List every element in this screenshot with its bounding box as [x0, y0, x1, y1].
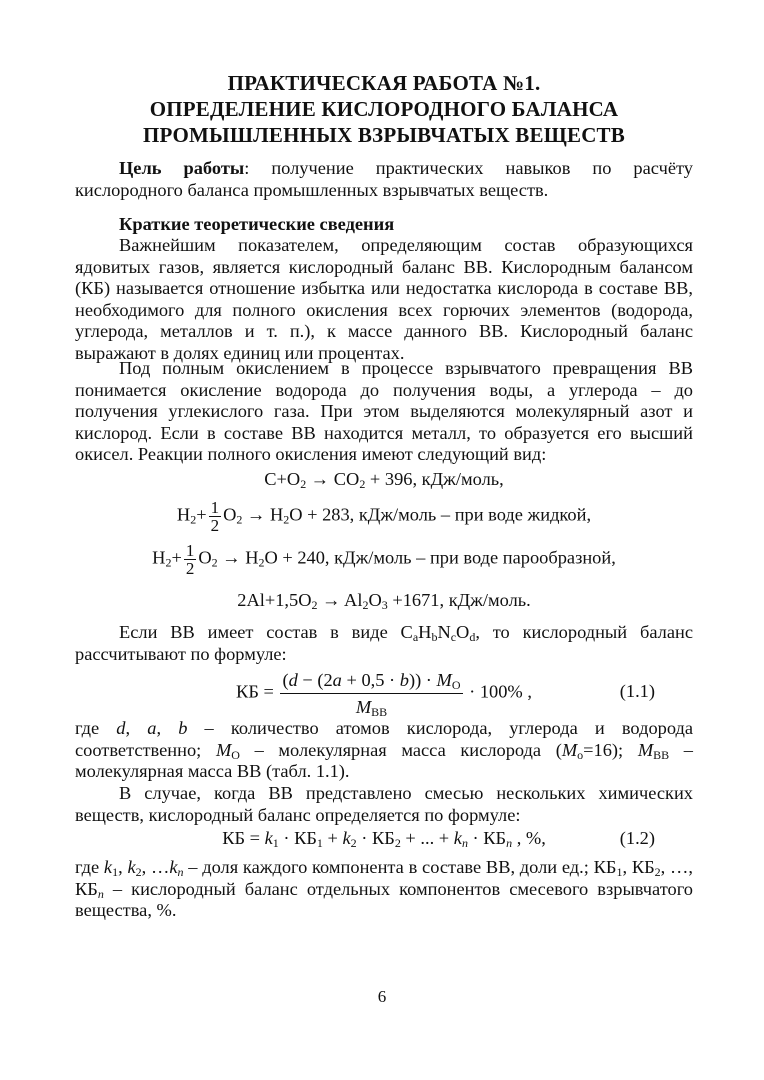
reaction-2: $H_2+$ $\frac{1}{2}$ $O_2 \to H_2O + 283$, кДж/моль – при воде жидкой, [176, 498, 592, 535]
reaction-3: $H_2+$ $\frac{1}{2}$ $O_2 \to H_2O + 240$, кДж/моль – при воде парообразной, [152, 541, 616, 578]
equation-1-1-number: (1.1) [619, 681, 655, 701]
goal-text: : получение практических навыков по расчёту кислородного баланса промышленных взрывчатых веществ. [75, 158, 693, 200]
page-number: 6 [377, 987, 387, 1006]
paragraph-3: Если ВВ имеет состав в виде $C_aH_bN_cO_d$, то кислородный баланс рассчитывают по формуле: [75, 622, 693, 664]
paragraph-5: В случае, когда ВВ представлено смесью нескольких химических веществ, кислородный баланс определяется по формуле: [75, 783, 693, 825]
paragraph-2: Под полным окислением в процессе взрывчатого превращения ВВ понимается окисление водорода до получения воды, а углерода – до получения углекислого газа. При этом выделяются молекулярный азот и кислород. Если в составе ВВ находится металл, то образуется его высший окисел. Реакции полного окисления имеют следующий вид: [75, 358, 693, 465]
paragraph-4: где d, a, b – количество атомов кислорода, углерода и водорода соответственно; $M_O$ – молекулярная масса кислорода $(M_o=16)$; $M_{ВВ}$ – молекулярная масса ВВ (табл. 1.1). [75, 718, 694, 782]
title-line-3: ПРОМЫШЛЕННЫХ ВЗРЫВЧАТЫХ ВЕЩЕСТВ [143, 123, 625, 147]
goal-paragraph [75, 158, 693, 201]
fraction-half: $\frac{1}{2}$ [210, 498, 220, 535]
paragraph-1: Важнейшим показателем, определяющим состав образующихся ядовитых газов, является кислородный баланс ВВ. Кислородным балансом (КБ) называется отношение избытка или недостатка кислорода в составе ВВ, необходимого для полного окисления всех горючих элементов (водорода, углерода, металлов и т. п.), к массе данного ВВ. Кислородный баланс выражают в долях единиц или процентах. [75, 235, 693, 363]
kb-fraction: $\frac{(d - (2a + 0,5 \cdot b)) \cdot M_O}{M_{ВВ}}$ [282, 670, 461, 719]
goal-label: Цель работы [119, 158, 245, 178]
equation-1-2: КБ = $k_1 \cdot КБ_1 + k_2 \cdot КБ_2$ + ... + $k_n \cdot КБ_n$ , %, (1.2) [222, 828, 655, 850]
page-title [74, 70, 694, 148]
fraction-half: $\frac{1}{2}$ [185, 541, 195, 578]
reaction-4-tail: , кДж/моль. [439, 590, 531, 610]
paragraph-6: где $k_1$, $k_2$, $\dots k_n$ – доля каждого компонента в составе ВВ, доли ед.; $КБ_1$, $КБ_2$, …, $КБ_n$ – кислородный баланс отдельных компонентов смесевого взрывчатого вещества, %. [75, 857, 693, 921]
equation-1-2-number: (1.2) [619, 828, 655, 848]
reaction-1-tail: , кДж/моль, [412, 469, 504, 489]
title-line-1: ПРАКТИЧЕСКАЯ РАБОТА №1. [227, 71, 541, 95]
reaction-4: $2Al+1,5O_2 \to Al_2O_3 +1671$, кДж/моль. [237, 590, 531, 612]
theory-heading: Краткие теоретические сведения [119, 214, 395, 234]
title-line-2: ОПРЕДЕЛЕНИЕ КИСЛОРОДНОГО БАЛАНСА [149, 97, 619, 121]
reaction-1: $C+O_2 \to CO_2 + 396$, кДж/моль, [264, 469, 504, 491]
reaction-3-tail: , кДж/моль – при воде парообразной, [324, 547, 616, 568]
reaction-2-tail: , кДж/моль – при воде жидкой, [349, 504, 592, 525]
equation-1-1: КБ = $\frac{(d - (2a + 0,5 \cdot b)) \cdot M_O}{M_{ВВ}}$ · 100% , (1.1) [236, 670, 655, 719]
